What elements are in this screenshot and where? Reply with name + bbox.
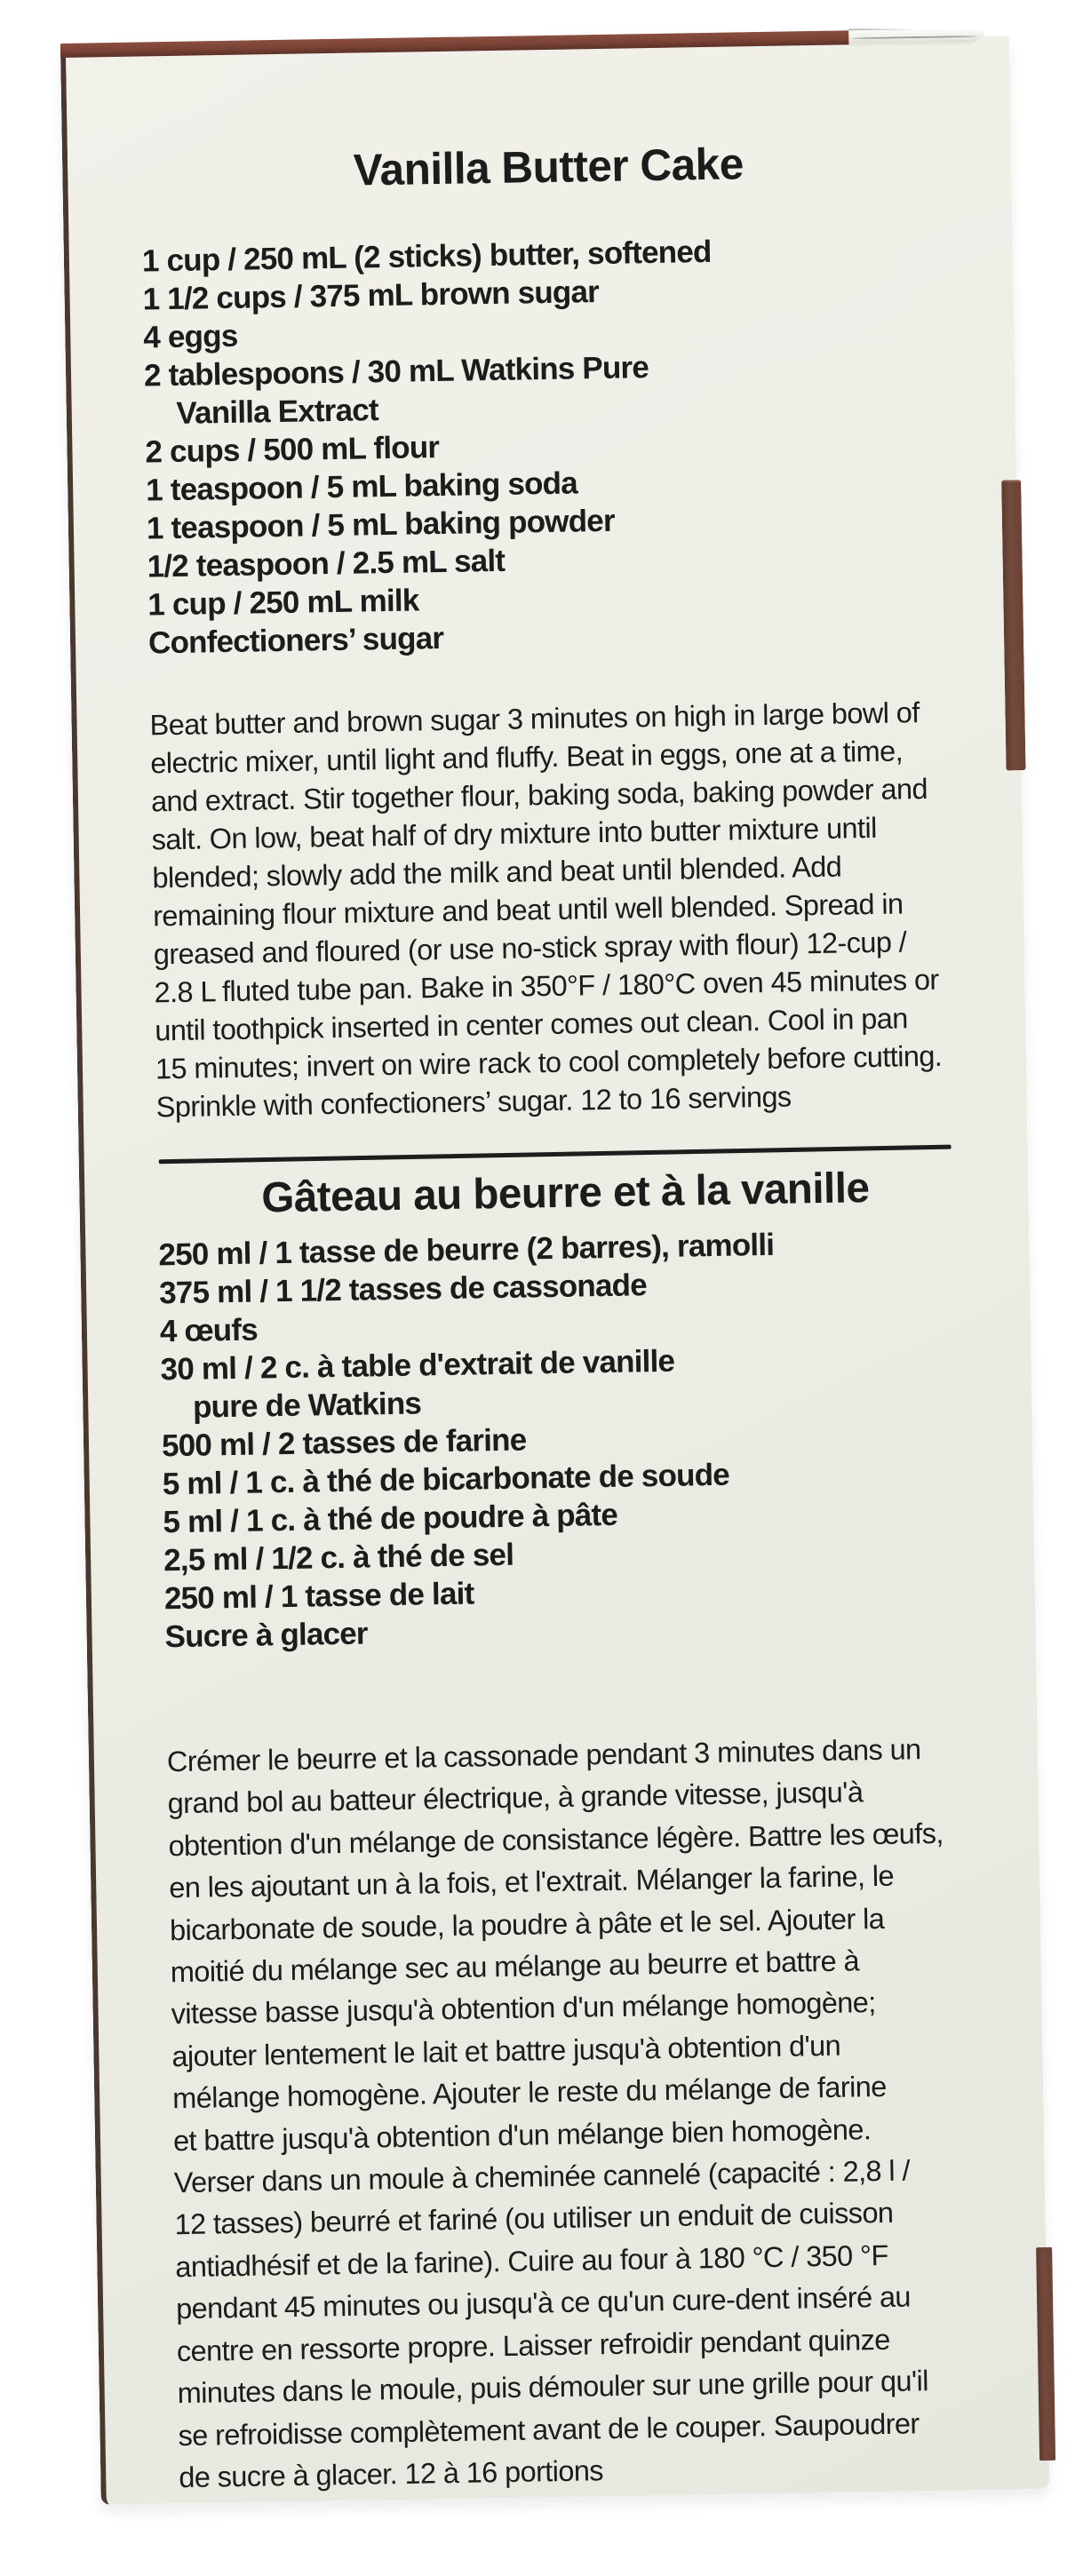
instructions-french: Crémer le beurre et la cassonade pendant 3 minutes dans un grand bol au batteur électrique, à grande vitesse, jusqu'à obtention d'un mélange de consistance légère. Battre les œufs, en les ajoutant un à la fois, et l'extrait. Mélanger la farine, le bicarbonate de soude, la poudre à pâte et le sel. Ajouter la moitié du mélange sec au mélange au beurre et battre à vitesse basse jusqu'à obtention d'un mélange homogène; ajouter lentement le lait et battre jusqu'à obtention d'un mélange homogène. Ajouter le reste du mélange de farine et battre jusqu'à obtention d'un mélange bien homogène. Verser dans un moule à cheminée cannelé (capacité : 2,8 l / 12 tasses) beurré et fariné (ou utiliser un enduit de cuisson antiadhésif et de la farine). Cuire au four à 180 °C / 350 °F pendant 45 minutes ou jusqu'à ce qu'un cure-dent inséré au centre en ressorte propre. Laisser refroidir pendant quinze minutes dans le moule, puis démouler sur une grille pour qu'il se refroidisse complètement avant de le couper. Saupoudrer de sucre à glacer. 12 à 16 portions bbox=[166, 1733, 944, 2494]
ingredient-line: 5 ml / 1 c. à thé de poudre à pâte bbox=[163, 1497, 618, 1540]
ingredient-list-english bbox=[142, 228, 965, 662]
recipe-title-french: Gâteau au beurre et à la vanille bbox=[260, 1165, 870, 1222]
ingredient-line: 2 cups / 500 mL flour bbox=[145, 429, 440, 470]
ingredient-line: 1 teaspoon / 5 mL baking powder bbox=[146, 503, 616, 546]
ingredient-line: Confectioners’ sugar bbox=[147, 620, 444, 661]
ingredient-list-french bbox=[158, 1222, 981, 1656]
ingredient-line: 1 1/2 cups / 375 mL brown sugar bbox=[142, 274, 600, 317]
ingredient-line: 5 ml / 1 c. à thé de bicarbonate de soude bbox=[162, 1457, 730, 1502]
right-edge-brown-strip-lower bbox=[1036, 2247, 1055, 2461]
ingredient-line: 2,5 ml / 1/2 c. à thé de sel bbox=[163, 1537, 514, 1578]
ingredient-line: 4 eggs bbox=[143, 318, 238, 355]
ingredient-line: 375 ml / 1 1/2 tasses de cassonade bbox=[158, 1268, 648, 1311]
ingredient-line: 4 œufs bbox=[159, 1312, 259, 1349]
right-edge-brown-strip-upper bbox=[1001, 480, 1025, 770]
ingredient-line: 30 ml / 2 c. à table d'extrait de vanille pure de Watkins bbox=[160, 1343, 675, 1426]
recipe-title-english: Vanilla Butter Cake bbox=[353, 139, 745, 195]
ingredient-line: 250 ml / 1 tasse de lait bbox=[163, 1576, 474, 1617]
ingredient-line: Sucre à glacer bbox=[164, 1616, 369, 1655]
ingredient-line: 1/2 teaspoon / 2.5 mL salt bbox=[147, 543, 506, 584]
ingredient-line: 1 cup / 250 mL milk bbox=[147, 583, 419, 623]
ingredient-line: 500 ml / 2 tasses de farine bbox=[161, 1422, 527, 1464]
ingredient-line: 250 ml / 1 tasse de beurre (2 barres), ramolli bbox=[158, 1227, 775, 1273]
box-recipe-panel bbox=[60, 36, 1050, 2504]
instructions-english: Beat butter and brown sugar 3 minutes on high in large bowl of electric mixer, until light and fluffy. Beat in eggs, one at a time, and extract. Stir together flour, baking soda, baking powder and salt. On low, beat half of dry mixture into butter mixture until blended; slowly add the milk and beat until blended. Add remaining flour mixture and beat until well blended. Spread in greased and floured (or use no-stick spray with flour) 12-cup / 2.8 L fluted tube pan. Bake in 350°F / 180°C oven 45 minutes or until toothpick inserted in center comes out clean. Cool in pan 15 minutes; invert on wire rack to cool completely before cutting. Sprinkle with confectioners’ sugar. 12 to 16 servings bbox=[149, 696, 943, 1124]
ingredient-line: 1 cup / 250 mL (2 sticks) butter, softened bbox=[141, 234, 712, 279]
ingredient-line: 1 teaspoon / 5 mL baking soda bbox=[145, 465, 578, 508]
recipe-content bbox=[139, 36, 995, 2499]
ingredient-line: 2 tablespoons / 30 mL Watkins Pure Vanilla Extract bbox=[143, 350, 649, 432]
section-divider-rule bbox=[159, 1145, 952, 1165]
